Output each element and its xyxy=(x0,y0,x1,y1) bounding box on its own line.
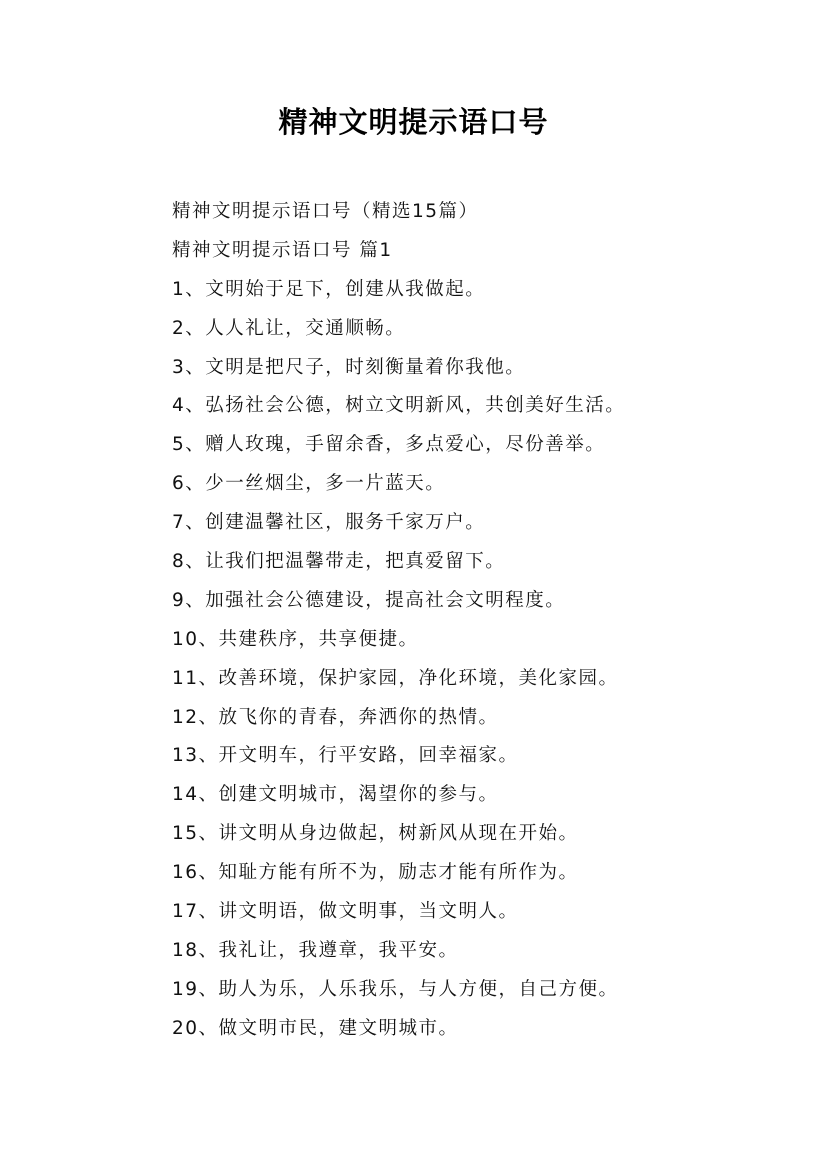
list-item: 16、知耻方能有所不为，励志才能有所作为。 xyxy=(172,862,579,884)
list-item: 7、创建温馨社区，服务千家万户。 xyxy=(172,512,486,534)
list-item: 3、文明是把尺子，时刻衡量着你我他。 xyxy=(172,356,526,378)
list-item: 9、加强社会公德建设，提高社会文明程度。 xyxy=(172,589,566,611)
list-item: 20、做文明市民，建文明城市。 xyxy=(172,1017,459,1039)
list-item: 11、改善环境，保护家园，净化环境，美化家园。 xyxy=(172,667,619,689)
list-item: 4、弘扬社会公德，树立文明新风，共创美好生活。 xyxy=(172,395,626,417)
list-item: 13、开文明车，行平安路，回幸福家。 xyxy=(172,745,519,767)
list-item: 5、赠人玫瑰，手留余香，多点爱心，尽份善举。 xyxy=(172,434,606,456)
list-item: 2、人人礼让，交通顺畅。 xyxy=(172,317,406,339)
list-item: 1、文明始于足下，创建从我做起。 xyxy=(172,278,486,300)
list-item: 18、我礼让，我遵章，我平安。 xyxy=(172,939,459,961)
list-item: 15、讲文明从身边做起，树新风从现在开始。 xyxy=(172,823,579,845)
document-subtitle: 精神文明提示语口号（精选15篇） xyxy=(172,201,479,222)
list-item: 14、创建文明城市，渴望你的参与。 xyxy=(172,784,499,806)
page-title: 精神文明提示语口号 xyxy=(278,105,549,139)
list-item: 12、放飞你的青春，奔洒你的热情。 xyxy=(172,706,499,728)
list-item: 6、少一丝烟尘，多一片蓝天。 xyxy=(172,473,446,495)
list-item: 19、助人为乐，人乐我乐，与人方便，自己方便。 xyxy=(172,978,619,1000)
document-body xyxy=(172,196,772,1052)
section-heading: 精神文明提示语口号 篇1 xyxy=(172,239,393,261)
list-item: 10、共建秩序，共享便捷。 xyxy=(172,628,419,650)
list-item: 17、讲文明语，做文明事，当文明人。 xyxy=(172,901,519,923)
list-item: 8、让我们把温馨带走，把真爱留下。 xyxy=(172,551,506,573)
